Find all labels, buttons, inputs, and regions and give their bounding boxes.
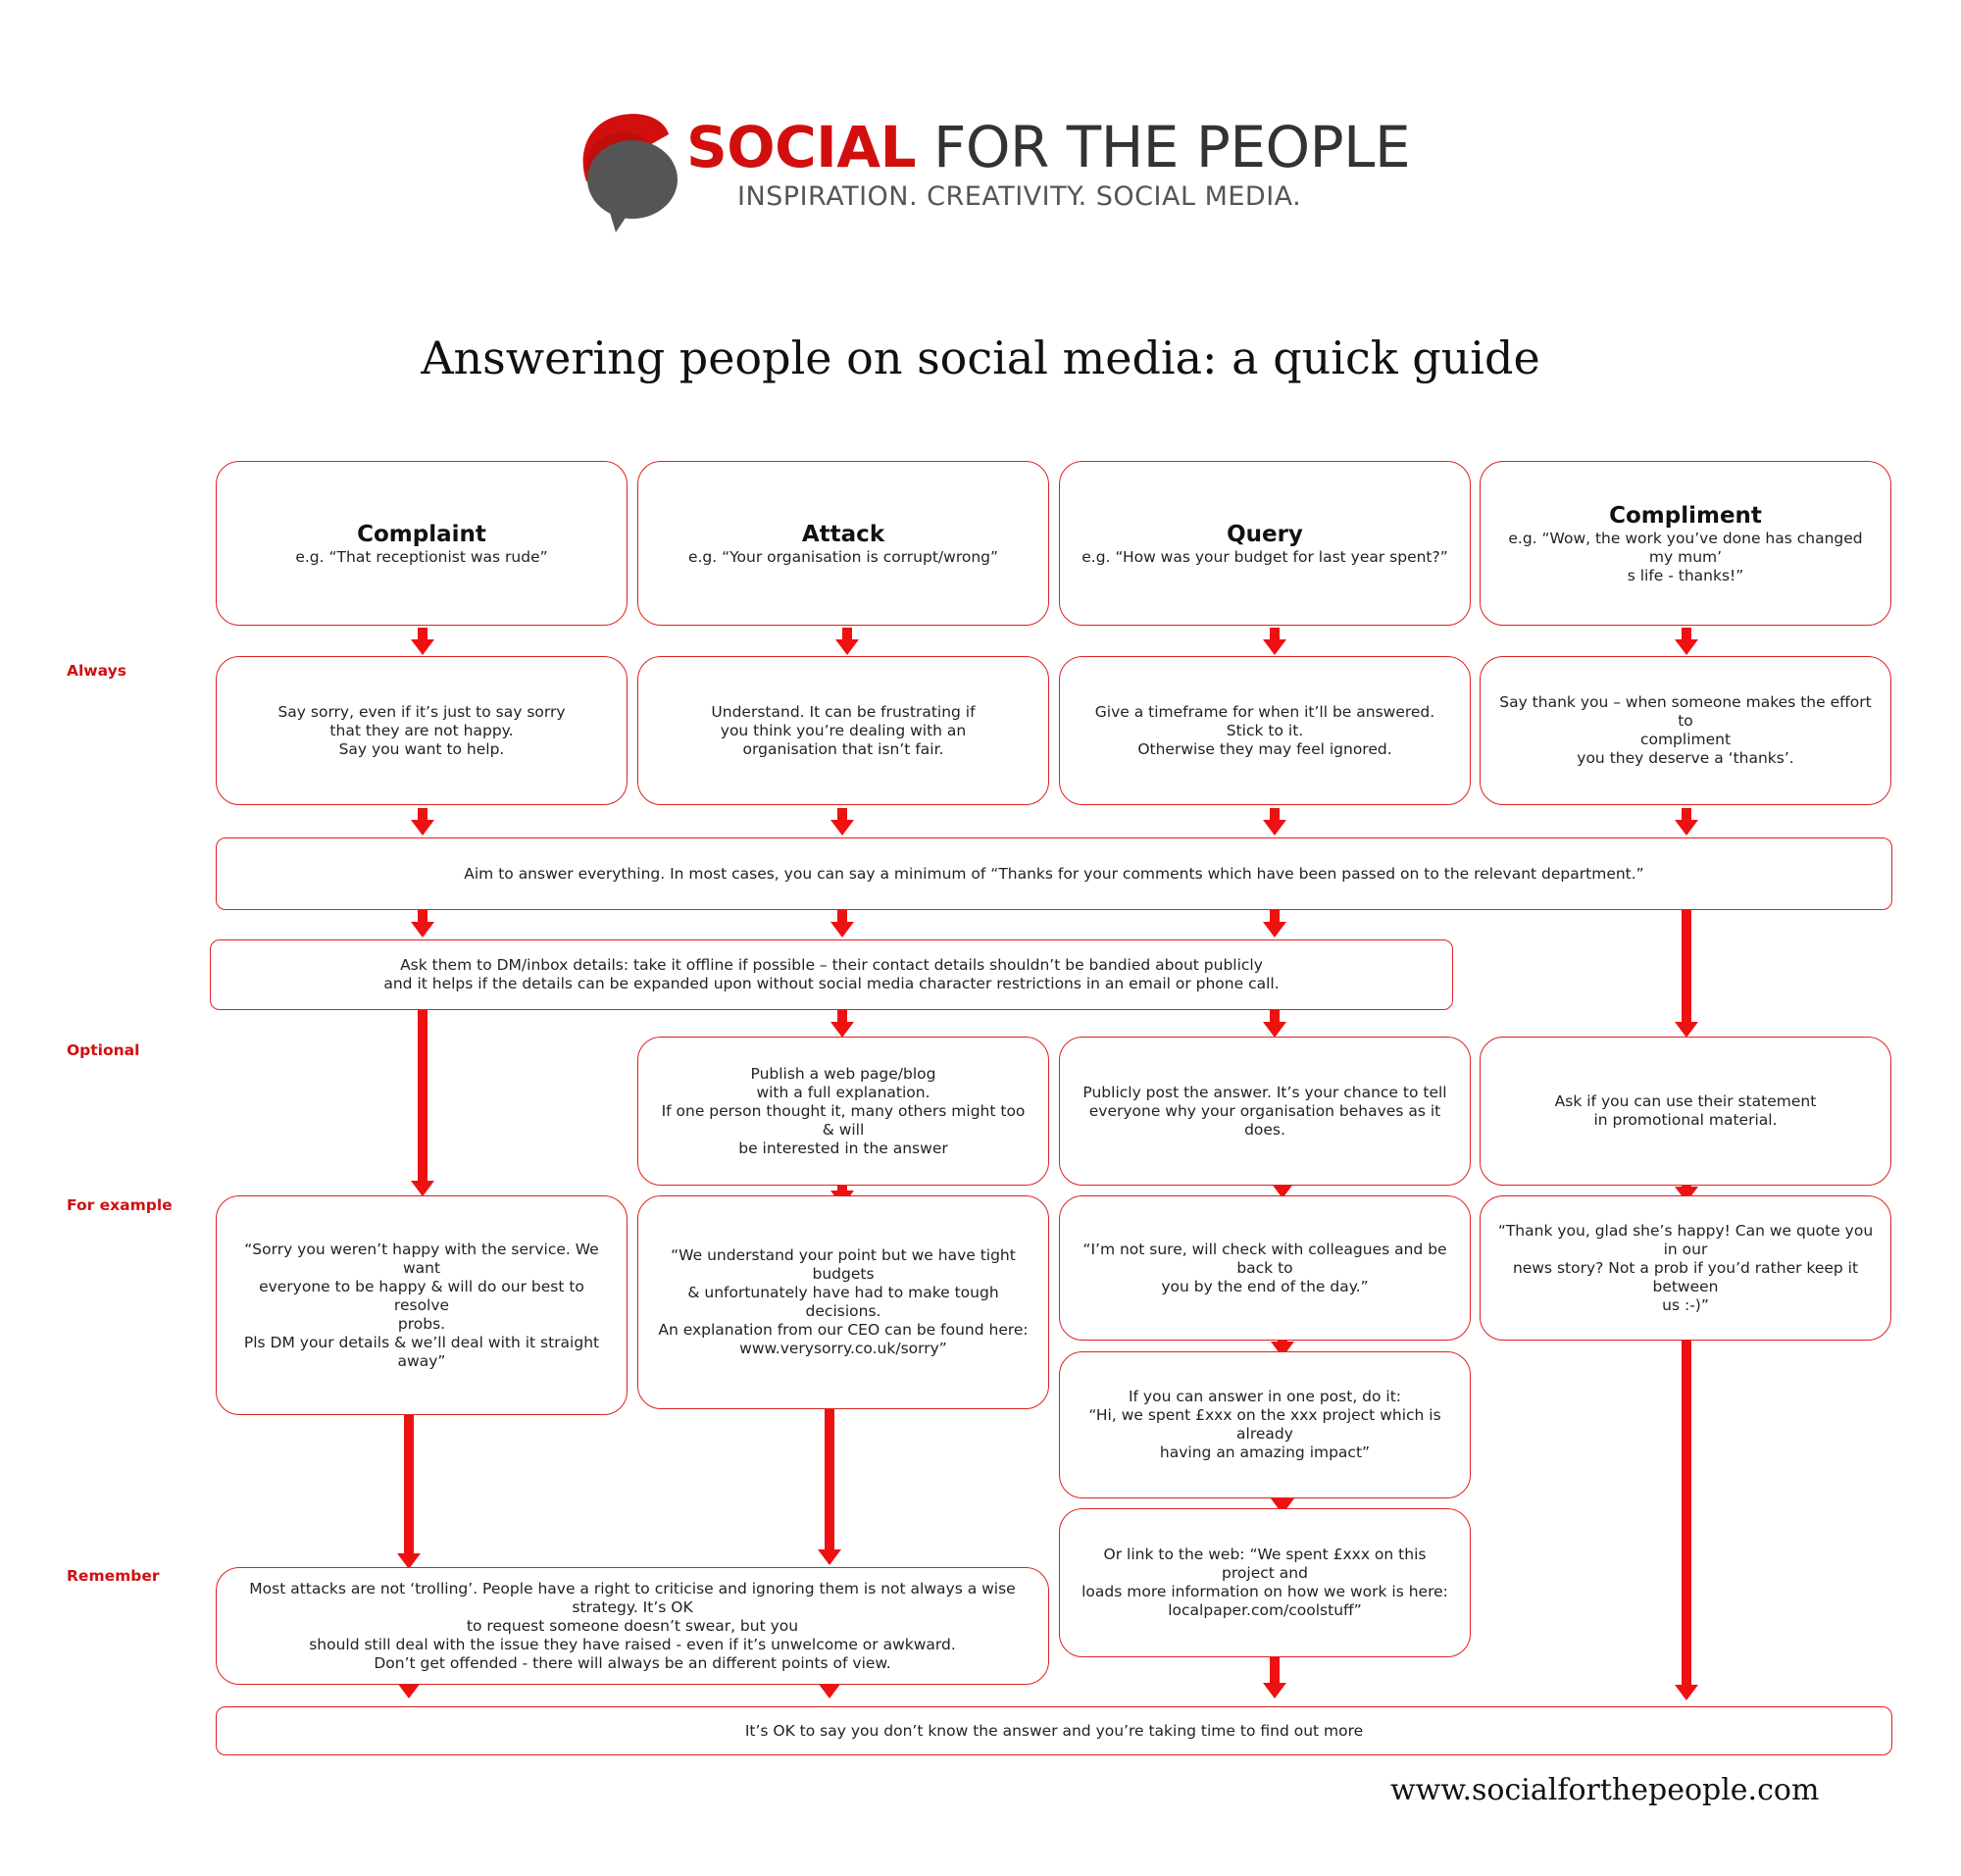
arrow-query-8 bbox=[1263, 1651, 1286, 1699]
arrow-complaint-3 bbox=[411, 910, 434, 938]
box-complaint-heading bbox=[216, 461, 628, 626]
example-complaint: e.g. “That receptionist was rude” bbox=[295, 547, 548, 566]
arrow-compliment-1 bbox=[1675, 628, 1698, 655]
arrow-attack-3 bbox=[830, 910, 854, 938]
box-query-optional: Publicly post the answer. It’s your chance to tell everyone why your organisation behaves as it does. bbox=[1059, 1037, 1471, 1186]
box-attack-example: “We understand your point but we have tight budgets & unfortunately have had to make tough decisions. An explanation from our CEO can be found here: www.verysorry.co.uk/sorry” bbox=[637, 1195, 1049, 1409]
label-for-example: For example bbox=[67, 1196, 173, 1214]
box-query-example-2: If you can answer in one post, do it: “Hi, we spent £xxx on the xxx project which is already having an amazing impact” bbox=[1059, 1351, 1471, 1498]
box-query-heading bbox=[1059, 461, 1471, 626]
arrow-complaint-6 bbox=[397, 1410, 421, 1569]
box-complaint-always: Say sorry, even if it’s just to say sorry that they are not happy. Say you want to help. bbox=[216, 656, 628, 805]
logo-tagline: INSPIRATION. CREATIVITY. SOCIAL MEDIA. bbox=[737, 181, 1302, 212]
box-compliment-optional: Ask if you can use their statement in promotional material. bbox=[1480, 1037, 1891, 1186]
box-dm-details: Ask them to DM/inbox details: take it offline if possible – their contact details shouldn’t be bandied about publicly and it helps if the details can be expanded upon without social media character restrictions in an email or phone call. bbox=[210, 939, 1453, 1010]
arrow-complaint-4 bbox=[411, 1010, 434, 1196]
example-compliment: e.g. “Wow, the work you’ve done has changed my mum’ s life - thanks!” bbox=[1508, 529, 1863, 584]
box-attack-heading bbox=[637, 461, 1049, 626]
example-query: e.g. “How was your budget for last year spent?” bbox=[1081, 547, 1448, 566]
arrow-compliment-2 bbox=[1675, 808, 1698, 836]
label-remember: Remember bbox=[67, 1567, 160, 1585]
heading-compliment: Compliment bbox=[1609, 502, 1762, 529]
box-compliment-always: Say thank you – when someone makes the effort to compliment you they deserve a ‘thanks’. bbox=[1480, 656, 1891, 805]
arrow-compliment-6 bbox=[1675, 1338, 1698, 1700]
arrow-query-3 bbox=[1263, 910, 1286, 938]
box-attack-always: Understand. It can be frustrating if you think you’re dealing with an organisation that isn’t fair. bbox=[637, 656, 1049, 805]
website-url: www.socialforthepeople.com bbox=[1390, 1773, 1820, 1807]
arrow-attack-2 bbox=[830, 808, 854, 836]
example-attack: e.g. “Your organisation is corrupt/wrong” bbox=[687, 547, 999, 566]
box-complaint-example: “Sorry you weren’t happy with the service. We want everyone to be happy & will do our best to resolve probs. Pls DM your details & we’ll deal with it straight away” bbox=[216, 1195, 628, 1415]
arrow-query-1 bbox=[1263, 628, 1286, 655]
box-ok-to-say: It’s OK to say you don’t know the answer and you’re taking time to find out more bbox=[216, 1706, 1892, 1755]
heading-query: Query bbox=[1227, 521, 1303, 547]
arrow-attack-1 bbox=[835, 628, 859, 655]
arrow-complaint-1 bbox=[411, 628, 434, 655]
page-title: Answering people on social media: a quick guide bbox=[421, 331, 1540, 384]
logo-brand-rest: FOR THE PEOPLE bbox=[916, 114, 1411, 180]
box-remember: Most attacks are not ‘trolling’. People have a right to criticise and ignoring them is not always a wise strategy. It’s OK to request someone doesn’t swear, but you should still deal with the issue they have raised - even if it’s unwelcome or awkward. Don’t get offended - there will always be an different points of view. bbox=[216, 1567, 1049, 1685]
arrow-attack-6 bbox=[818, 1406, 841, 1565]
logo-brand-bold: SOCIAL bbox=[686, 114, 917, 180]
box-query-example-3: Or link to the web: “We spent £xxx on this project and loads more information on how we work is here: localpaper.com/coolstuff” bbox=[1059, 1508, 1471, 1657]
box-attack-optional: Publish a web page/blog with a full explanation. If one person thought it, many others might too & will be interested in the answer bbox=[637, 1037, 1049, 1186]
arrow-query-4 bbox=[1263, 1010, 1286, 1038]
box-aim-answer-everything: Aim to answer everything. In most cases, you can say a minimum of “Thanks for your comments which have been passed on to the relevant department.” bbox=[216, 837, 1892, 910]
box-query-always: Give a timeframe for when it’ll be answered. Stick to it. Otherwise they may feel ignored. bbox=[1059, 656, 1471, 805]
label-always: Always bbox=[67, 662, 126, 680]
arrow-query-2 bbox=[1263, 808, 1286, 836]
box-query-example-1: “I’m not sure, will check with colleagues and be back to you by the end of the day.” bbox=[1059, 1195, 1471, 1341]
label-optional: Optional bbox=[67, 1041, 140, 1059]
arrow-attack-4 bbox=[830, 1010, 854, 1038]
arrow-compliment-3 bbox=[1675, 910, 1698, 1038]
heading-complaint: Complaint bbox=[357, 521, 486, 547]
box-compliment-example: “Thank you, glad she’s happy! Can we quote you in our news story? Not a prob if you’d rather keep it between us :-)” bbox=[1480, 1195, 1891, 1341]
box-compliment-heading bbox=[1480, 461, 1891, 626]
arrow-complaint-2 bbox=[411, 808, 434, 836]
heading-attack: Attack bbox=[801, 521, 885, 547]
